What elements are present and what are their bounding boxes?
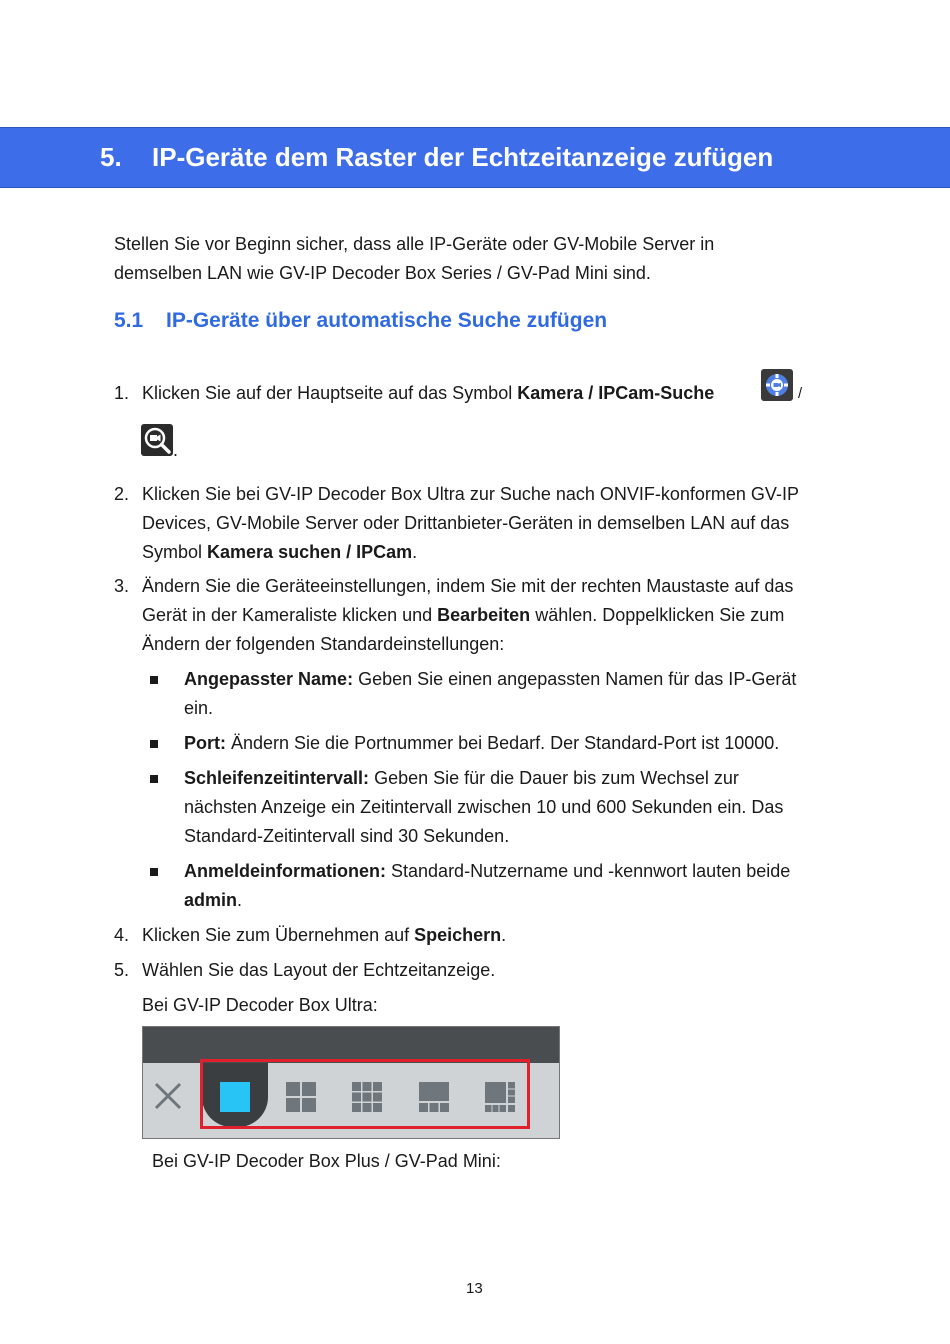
bullet-text: nächsten Anzeige ein Zeitintervall zwischen 10 und 600 Sekunden ein. Das bbox=[184, 797, 784, 817]
bullet-square bbox=[150, 868, 158, 876]
section-heading bbox=[114, 309, 607, 333]
step-number: 1. bbox=[114, 383, 130, 403]
intro-line-1: Stellen Sie vor Beginn sicher, dass alle IP-Geräte oder GV-Mobile Server in bbox=[114, 234, 715, 254]
layout-toolbar-screenshot bbox=[142, 1026, 560, 1139]
step-bold: Kamera / IPCam-Suche bbox=[517, 383, 715, 403]
step-3 bbox=[114, 572, 854, 662]
page-number: 13 bbox=[466, 1280, 483, 1297]
settings-icon bbox=[761, 369, 793, 401]
step-1-end: . bbox=[173, 440, 179, 460]
step-text: wählen. Doppelklicken Sie zum bbox=[530, 605, 785, 625]
intro-paragraph bbox=[114, 230, 714, 288]
bullet-text: Standard-Nutzername und -kennwort lauten beide bbox=[386, 861, 791, 881]
bullet-text: Geben Sie für die Dauer bis zum Wechsel zur bbox=[369, 768, 739, 788]
step-line: Devices, GV-Mobile Server oder Drittanbieter-Geräten in demselben LAN auf das bbox=[142, 513, 790, 533]
step-2 bbox=[114, 480, 854, 570]
step-subcaption: Bei GV-IP Decoder Box Ultra: bbox=[142, 995, 378, 1015]
toolbar-top-bar bbox=[143, 1027, 559, 1063]
bullet-text: ein. bbox=[184, 698, 214, 718]
chapter-number: 5. bbox=[100, 142, 122, 172]
step-bold: Speichern bbox=[414, 925, 502, 945]
step-line: Ändern der folgenden Standardeinstellungen: bbox=[142, 634, 505, 654]
step-text: Klicken Sie auf der Hauptseite auf das Symbol bbox=[142, 383, 518, 403]
step-text: . bbox=[412, 542, 418, 562]
step-number: 5. bbox=[114, 960, 130, 980]
step-line: Klicken Sie bei GV-IP Decoder Box Ultra zur Suche nach ONVIF-konformen GV-IP bbox=[142, 484, 799, 504]
bullet-square bbox=[150, 676, 158, 684]
section-number: 5.1 bbox=[114, 309, 144, 332]
bullet-text: . bbox=[237, 890, 243, 910]
caption-plus: Bei GV-IP Decoder Box Plus / GV-Pad Mini: bbox=[152, 1151, 501, 1171]
bullet-label: Port: bbox=[184, 733, 226, 753]
bullet-text: Ändern Sie die Portnummer bei Bedarf. Der Standard-Port ist 10000. bbox=[226, 733, 780, 753]
intro-line-2: demselben LAN wie GV-IP Decoder Box Series / GV-Pad Mini sind. bbox=[114, 263, 651, 283]
step-bold: Bearbeiten bbox=[437, 605, 531, 625]
step-text: Klicken Sie zum Übernehmen auf bbox=[142, 925, 415, 945]
step-number: 4. bbox=[114, 925, 130, 945]
chapter-banner bbox=[0, 127, 950, 188]
close-icon[interactable] bbox=[153, 1081, 183, 1111]
bullet-text: Standard-Zeitintervall sind 30 Sekunden. bbox=[184, 826, 510, 846]
step-line: Wählen Sie das Layout der Echtzeitanzeige. bbox=[142, 960, 496, 980]
bullet-text: Geben Sie einen angepassten Namen für das IP-Gerät bbox=[353, 669, 797, 689]
bullet-square bbox=[150, 740, 158, 748]
icon-separator: / bbox=[798, 385, 803, 402]
step-line: Ändern Sie die Geräteeinstellungen, indem Sie mit der rechten Maustaste auf das bbox=[142, 576, 794, 596]
step-5 bbox=[114, 956, 854, 1016]
camera-search-icon bbox=[141, 424, 173, 456]
bullet-square bbox=[150, 775, 158, 783]
step-text: Symbol bbox=[142, 542, 208, 562]
step-text: Gerät in der Kameraliste klicken und bbox=[142, 605, 438, 625]
bullet-label: Angepasster Name: bbox=[184, 669, 354, 689]
bullet-label: Anmeldeinformationen: bbox=[184, 861, 387, 881]
step-bold: Kamera suchen / IPCam bbox=[207, 542, 413, 562]
chapter-title: IP-Geräte dem Raster der Echtzeitanzeige zufügen bbox=[152, 142, 774, 172]
step-text: . bbox=[501, 925, 507, 945]
step-number: 3. bbox=[114, 576, 130, 596]
bullet-bold: admin bbox=[184, 890, 238, 910]
layout-highlight-frame bbox=[200, 1059, 530, 1129]
step-number: 2. bbox=[114, 484, 130, 504]
bullet-label: Schleifenzeitintervall: bbox=[184, 768, 370, 788]
section-title: IP-Geräte über automatische Suche zufügen bbox=[166, 309, 608, 332]
